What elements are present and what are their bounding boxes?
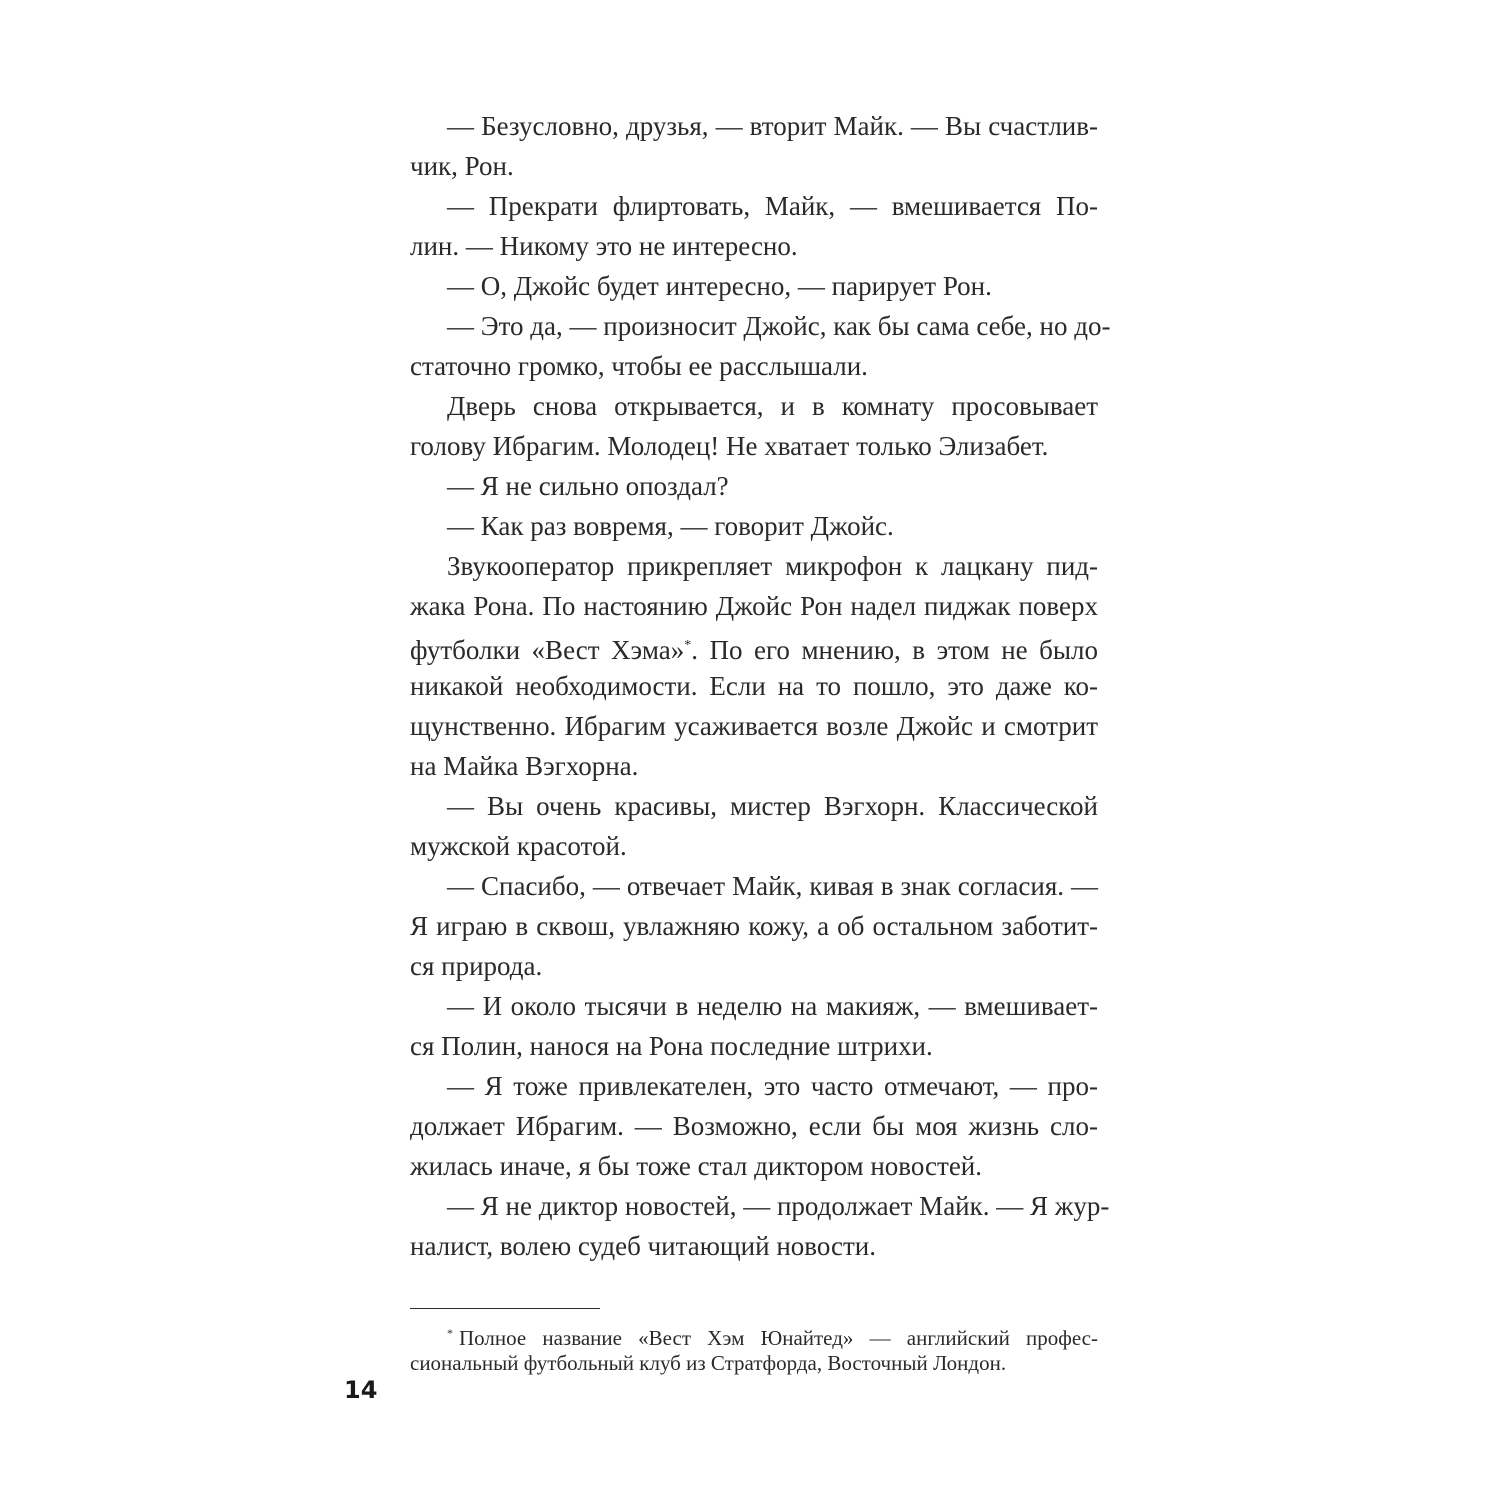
- text-segment: . По его мнению, в этом не было: [691, 635, 1098, 665]
- text-line: — Безусловно, друзья, — вторит Майк. — Вы счастлив-: [447, 111, 1098, 141]
- text-line: голову Ибрагим. Молодец! Не хватает только Элизабет.: [410, 431, 1049, 461]
- footnote-text: Полное название «Вест Хэм Юнайтед» — английский профес-: [459, 1326, 1098, 1350]
- text-line: налист, волею судеб читающий новости.: [410, 1231, 876, 1261]
- text-line: жака Рона. По настоянию Джойс Рон надел пиджак поверх: [410, 591, 1098, 621]
- text-line: — О, Джойс будет интересно, — парирует Рон.: [447, 271, 992, 301]
- text-line: мужской красотой.: [410, 831, 627, 861]
- text-line: Дверь снова открывается, и в комнату просовывает: [447, 391, 1098, 421]
- text-line: — Как раз вовремя, — говорит Джойс.: [447, 511, 894, 541]
- text-line: должает Ибрагим. — Возможно, если бы моя жизнь сло-: [410, 1111, 1098, 1141]
- text-line: щунственно. Ибрагим усаживается возле Джойс и смотрит: [410, 711, 1098, 741]
- text-line: жилась иначе, я бы тоже стал диктором новостей.: [410, 1151, 982, 1181]
- footnote: [410, 1318, 1098, 1378]
- footnote-divider: [410, 1308, 600, 1309]
- text-line: — Я тоже привлекателен, это часто отмечают, — про-: [447, 1071, 1098, 1101]
- text-line: [410, 626, 1098, 666]
- text-line: ся природа.: [410, 951, 543, 981]
- footnote-reference: *: [684, 638, 692, 653]
- footnote-line-1: [410, 1318, 1098, 1348]
- text-line: никакой необходимости. Если на то пошло, это даже ко-: [410, 671, 1098, 701]
- text-line: — И около тысячи в неделю на макияж, — вмешивает-: [447, 991, 1098, 1021]
- footnote-marker: *: [447, 1326, 453, 1340]
- text-line: Я играю в сквош, увлажняю кожу, а об остальном заботит-: [410, 911, 1098, 941]
- page-number: 14: [344, 1376, 378, 1404]
- text-line: чик, Рон.: [410, 151, 514, 181]
- text-line: — Спасибо, — отвечает Майк, кивая в знак согласия. —: [447, 871, 1098, 901]
- body-text: [410, 106, 1111, 1266]
- text-line: — Я не сильно опоздал?: [447, 471, 729, 501]
- footnote-line-2: сиональный футбольный клуб из Стратфорда, Восточный Лондон.: [410, 1351, 1007, 1375]
- text-segment: футболки «Вест Хэма»: [410, 635, 685, 665]
- text-line: — Это да, — произносит Джойс, как бы сама себе, но до-: [447, 311, 1111, 341]
- text-line: статочно громко, чтобы ее расслышали.: [410, 351, 868, 381]
- text-line: ся Полин, нанося на Рона последние штрихи.: [410, 1031, 933, 1061]
- text-line: лин. — Никому это не интересно.: [410, 231, 798, 261]
- text-line: на Майка Вэгхорна.: [410, 751, 639, 781]
- text-line: — Прекрати флиртовать, Майк, — вмешивается По-: [447, 191, 1098, 221]
- text-line: — Вы очень красивы, мистер Вэгхорн. Классической: [447, 791, 1098, 821]
- text-line: — Я не диктор новостей, — продолжает Майк. — Я жур-: [447, 1191, 1110, 1221]
- text-line: Звукооператор прикрепляет микрофон к лацкану пид-: [447, 551, 1098, 581]
